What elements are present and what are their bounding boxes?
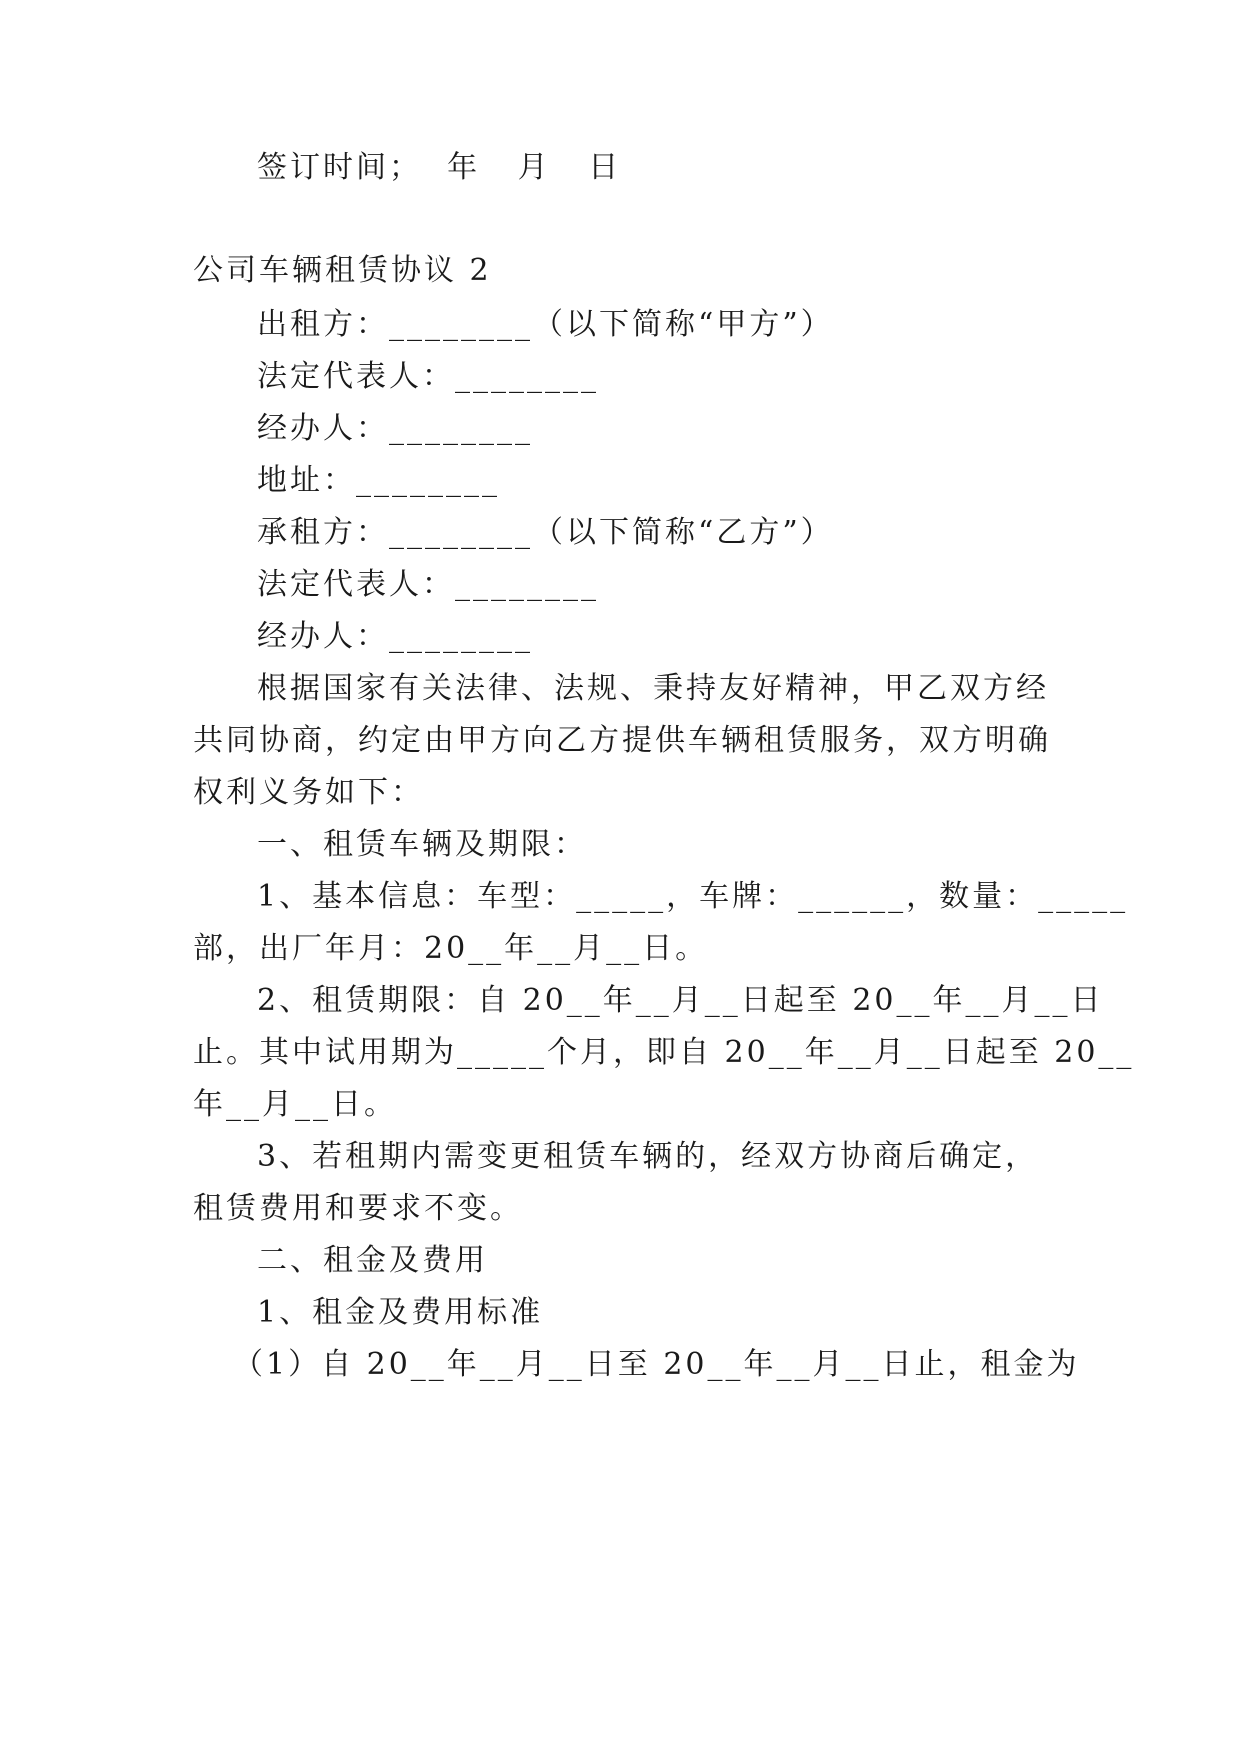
clause-1-3-line-2: 租赁费用和要求不变。	[193, 1191, 523, 1226]
document-title: 公司车辆租赁协议 2	[193, 253, 492, 288]
lessor-legal-rep-line: 法定代表人：________	[257, 359, 599, 394]
lessee-line: 承租方：________（以下简称“乙方”）	[257, 515, 834, 550]
clause-1-1-line-2: 部，出厂年月：20__年__月__日。	[193, 931, 709, 966]
clause-2-1-heading: 1、租金及费用标准	[257, 1295, 544, 1330]
clause-1-1-line-1: 1、基本信息：车型：_____，车牌：______，数量：_____	[257, 879, 1129, 914]
clause-1-2-line-3: 年__月__日。	[193, 1087, 397, 1122]
preamble-line-3: 权利义务如下：	[193, 775, 424, 810]
lessee-legal-rep-line: 法定代表人：________	[257, 567, 599, 602]
lessor-line: 出租方：________（以下简称“甲方”）	[257, 307, 834, 342]
preamble-line-2: 共同协商，约定由甲方向乙方提供车辆租赁服务，双方明确	[193, 723, 1051, 758]
clause-1-2-line-2: 止。其中试用期为_____个月，即自 20__年__月__日起至 20__	[193, 1035, 1135, 1070]
clause-2-1-item-1: （1）自 20__年__月__日至 20__年__月__日止，租金为	[233, 1347, 1080, 1382]
signing-date-line: 签订时间； 年 月 日	[257, 150, 622, 185]
clause-1-2-line-1: 2、租赁期限：自 20__年__月__日起至 20__年__月__日	[257, 983, 1104, 1018]
address-line: 地址：________	[257, 463, 500, 498]
section-heading-1: 一、租赁车辆及期限：	[257, 827, 587, 862]
lessor-agent-line: 经办人：________	[257, 411, 533, 446]
preamble-line-1: 根据国家有关法律、法规、秉持友好精神，甲乙双方经	[257, 671, 1049, 706]
section-heading-2: 二、租金及费用	[257, 1243, 488, 1278]
lessee-agent-line: 经办人：________	[257, 619, 533, 654]
clause-1-3-line-1: 3、若租期内需变更租赁车辆的，经双方协商后确定，	[257, 1139, 1039, 1174]
